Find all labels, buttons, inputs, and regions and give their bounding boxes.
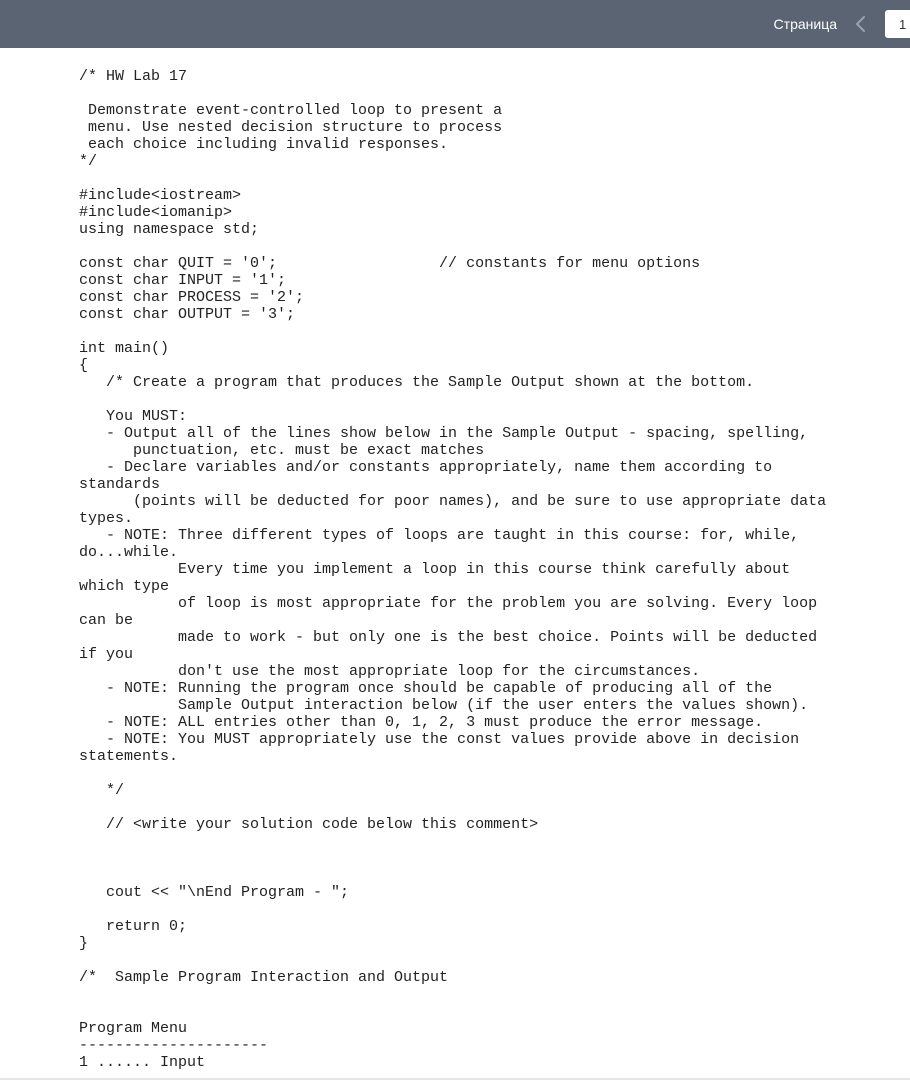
code-listing [79,68,899,1071]
code-line: const char INPUT = '1'; [79,272,287,289]
code-line: You MUST: [79,408,188,425]
code-line: const char PROCESS = '2'; [79,289,305,306]
code-line: /* Create a program that produces the Sample Output shown at the bottom. [79,374,755,391]
page-label: Страница [773,16,837,32]
code-line: return 0; [79,918,188,935]
code-line: standards [79,476,161,493]
code-line: cout << "\nEnd Program - "; [79,884,350,901]
code-line: --------------------- [79,1037,269,1054]
page-number-input[interactable] [885,10,910,38]
prev-page-button[interactable] [850,12,872,36]
code-line: types. [79,510,134,527]
code-line: #include<iostream> [79,187,242,204]
code-line: Every time you implement a loop in this course think carefully about [79,561,791,578]
code-line: Sample Output interaction below (if the user enters the values shown). [79,697,809,714]
code-line: const char QUIT = '0'; // constants for menu options [79,255,701,272]
code-line: - NOTE: Running the program once should be capable of producing all of the [79,680,773,697]
code-line: const char OUTPUT = '3'; [79,306,296,323]
code-line: Program Menu [79,1020,188,1037]
code-line: - NOTE: ALL entries other than 0, 1, 2, 3 must produce the error message. [79,714,764,731]
code-line: if you [79,646,134,663]
viewer-toolbar [0,0,910,48]
code-line: { [79,357,89,374]
code-line: */ [79,782,125,799]
document-page [0,48,910,1078]
code-line: // <write your solution code below this comment> [79,816,539,833]
code-line: of loop is most appropriate for the problem you are solving. Every loop [79,595,818,612]
code-line: } [79,935,89,952]
code-line: - NOTE: Three different types of loops are taught in this course: for, while, [79,527,800,544]
code-line: */ [79,153,98,170]
code-line: statements. [79,748,179,765]
code-line: - NOTE: You MUST appropriately use the const values provide above in decision [79,731,800,748]
code-line: Demonstrate event-controlled loop to present a [79,102,503,119]
code-line: each choice including invalid responses. [79,136,449,153]
code-line: made to work - but only one is the best choice. Points will be deducted [79,629,818,646]
code-line: using namespace std; [79,221,260,238]
code-line: (points will be deducted for poor names), and be sure to use appropriate data [79,493,827,510]
code-line: don't use the most appropriate loop for the circumstances. [79,663,701,680]
code-line: #include<iomanip> [79,204,233,221]
code-line: /* Sample Program Interaction and Output [79,969,449,986]
code-line: /* HW Lab 17 [79,68,188,85]
code-line: which type [79,578,170,595]
chevron-left-icon [850,12,872,36]
code-line: punctuation, etc. must be exact matches [79,442,485,459]
code-line: - Declare variables and/or constants appropriately, name them according to [79,459,773,476]
code-line: - Output all of the lines show below in the Sample Output - spacing, spelling, [79,425,809,442]
code-line: can be [79,612,134,629]
code-line: int main() [79,340,170,357]
code-line: do...while. [79,544,179,561]
code-line: menu. Use nested decision structure to process [79,119,503,136]
code-line: 1 ...... Input [79,1054,206,1071]
